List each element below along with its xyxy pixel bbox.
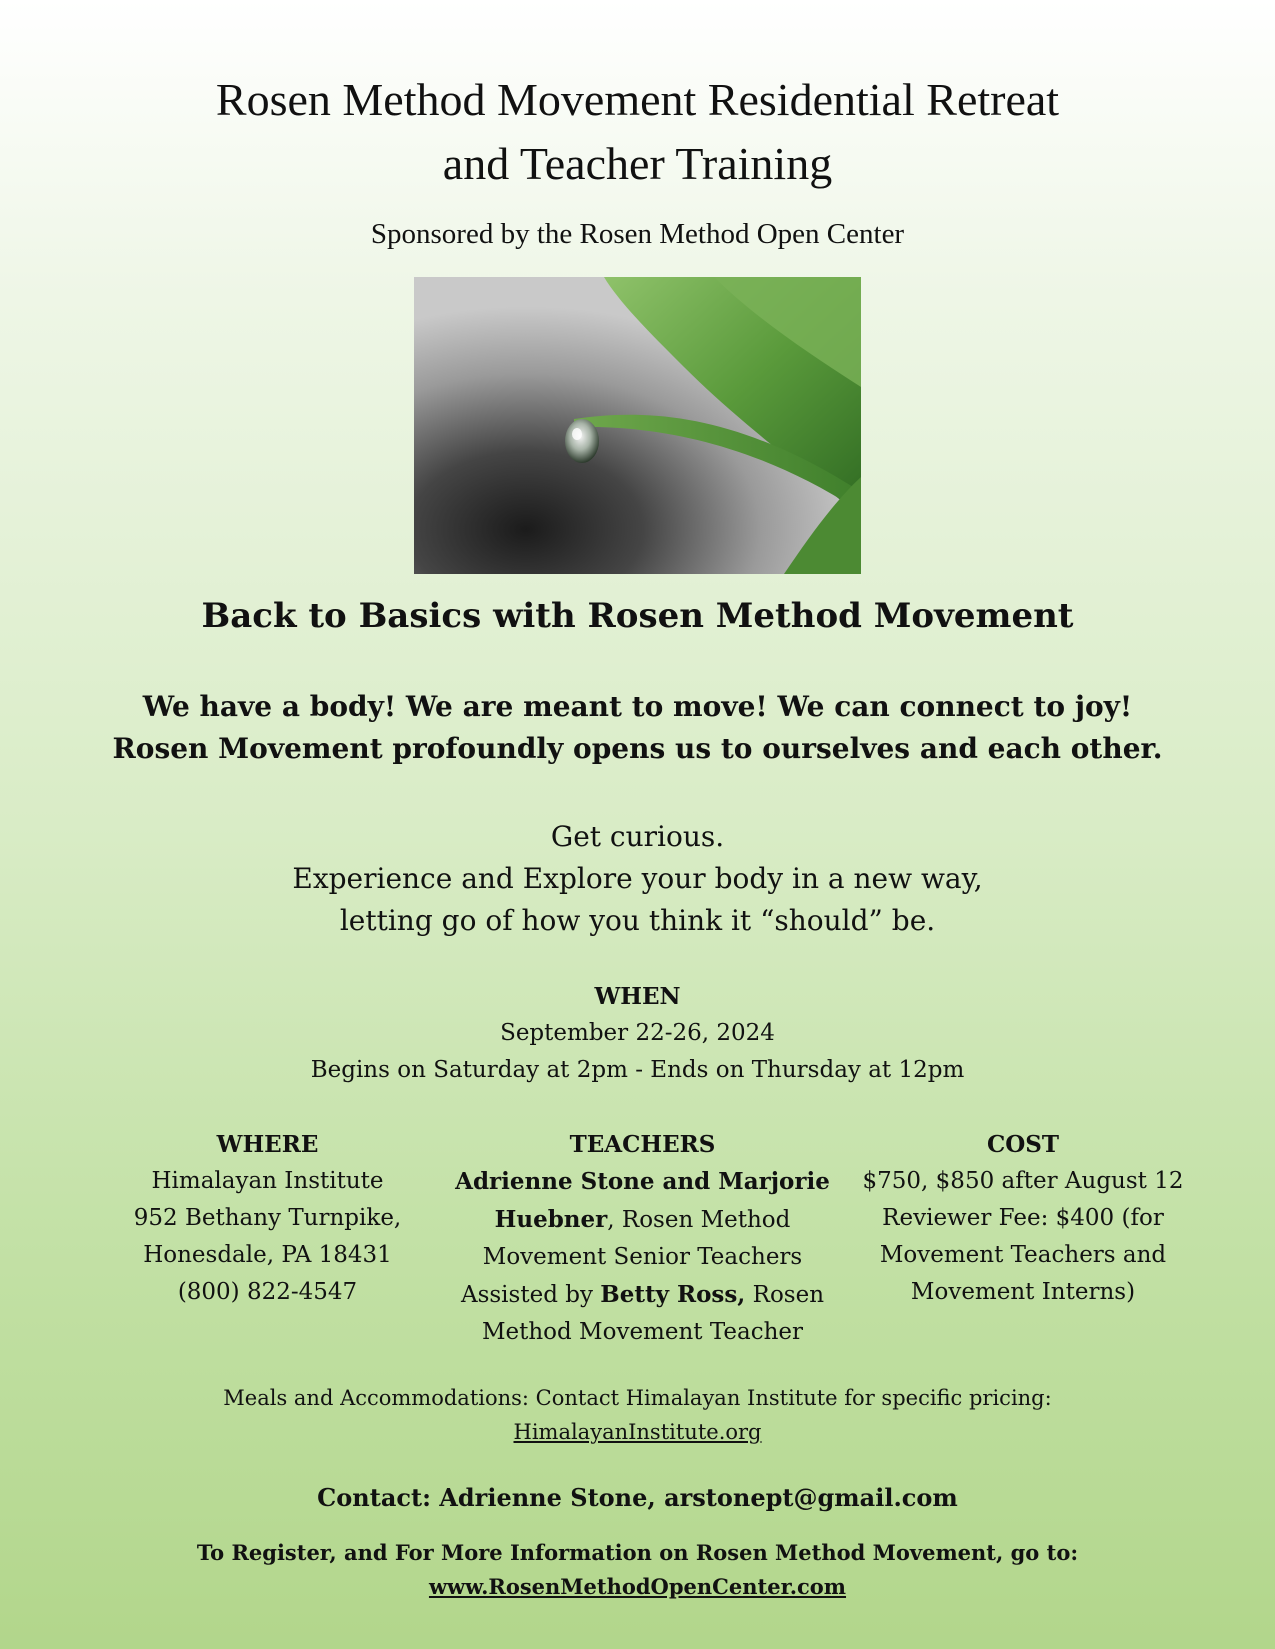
senior-teacher-names: Adrienne Stone and Marjorie Huebner — [455, 1168, 830, 1233]
water-drop-on-leaf-photo — [414, 277, 861, 574]
teachers-label: TEACHERS — [569, 1131, 716, 1158]
where-label: WHERE — [216, 1131, 319, 1158]
sponsor-line: Sponsored by the Rosen Method Open Center — [370, 218, 905, 250]
rosen-open-center-link[interactable]: www.RosenMethodOpenCenter.com — [428, 1574, 847, 1599]
cost-label: COST — [986, 1131, 1060, 1158]
curious-line-3: letting go of how you think it “should” be. — [339, 904, 936, 937]
teachers-section — [445, 1126, 840, 1351]
meals-text: Meals and Accommodations: Contact Himalayan Institute for specific pricing: — [223, 1386, 1052, 1410]
when-label: WHEN — [594, 983, 681, 1010]
flyer-title — [0, 68, 1275, 196]
himalayan-institute-link[interactable]: HimalayanInstitute.org — [513, 1420, 762, 1444]
curious-block — [0, 816, 1275, 942]
curious-line-1: Get curious. — [550, 820, 725, 853]
register-section — [0, 1536, 1275, 1604]
where-phone: (800) 822-4547 — [177, 1279, 358, 1305]
assistant-teacher-name: Betty Ross, — [600, 1281, 746, 1308]
tagline-line-2: Rosen Movement profoundly opens us to ourselves and each other. — [112, 732, 1163, 765]
contact-line: Contact: Adrienne Stone, arstonept@gmail.com — [317, 1483, 958, 1512]
where-section — [120, 1126, 415, 1311]
where-line-1: Himalayan Institute — [151, 1168, 384, 1194]
senior-teacher-role: , Rosen Method Movement Senior Teachers — [482, 1207, 803, 1270]
where-line-2: 952 Bethany Turnpike, — [133, 1205, 402, 1231]
meals-section — [0, 1381, 1275, 1449]
assistant-teacher-role: Rosen Method Movement Teacher — [481, 1282, 825, 1345]
assisted-prefix: Assisted by — [460, 1282, 601, 1308]
cost-line-2: Reviewer Fee: $400 (for Movement Teachers and Movement Interns) — [879, 1205, 1167, 1305]
title-line-1: Rosen Method Movement Residential Retreat — [215, 74, 1060, 125]
register-text: To Register, and For More Information on Rosen Method Movement, go to: — [196, 1540, 1079, 1565]
tagline-line-1: We have a body! We are meant to move! We can connect to joy! — [142, 690, 1133, 723]
when-section — [0, 978, 1275, 1089]
tagline — [0, 686, 1275, 770]
headline: Back to Basics with Rosen Method Movement — [201, 596, 1074, 636]
when-dates: September 22-26, 2024 — [500, 1020, 775, 1046]
curious-line-2: Experience and Explore your body in a new way, — [292, 862, 983, 895]
cost-section — [858, 1126, 1188, 1311]
title-line-2: and Teacher Training — [442, 138, 833, 189]
when-times: Begins on Saturday at 2pm - Ends on Thursday at 12pm — [310, 1057, 965, 1083]
where-line-3: Honesdale, PA 18431 — [143, 1242, 392, 1268]
teachers-description — [445, 1163, 840, 1351]
cost-line-1: $750, $850 after August 12 — [862, 1168, 1184, 1194]
